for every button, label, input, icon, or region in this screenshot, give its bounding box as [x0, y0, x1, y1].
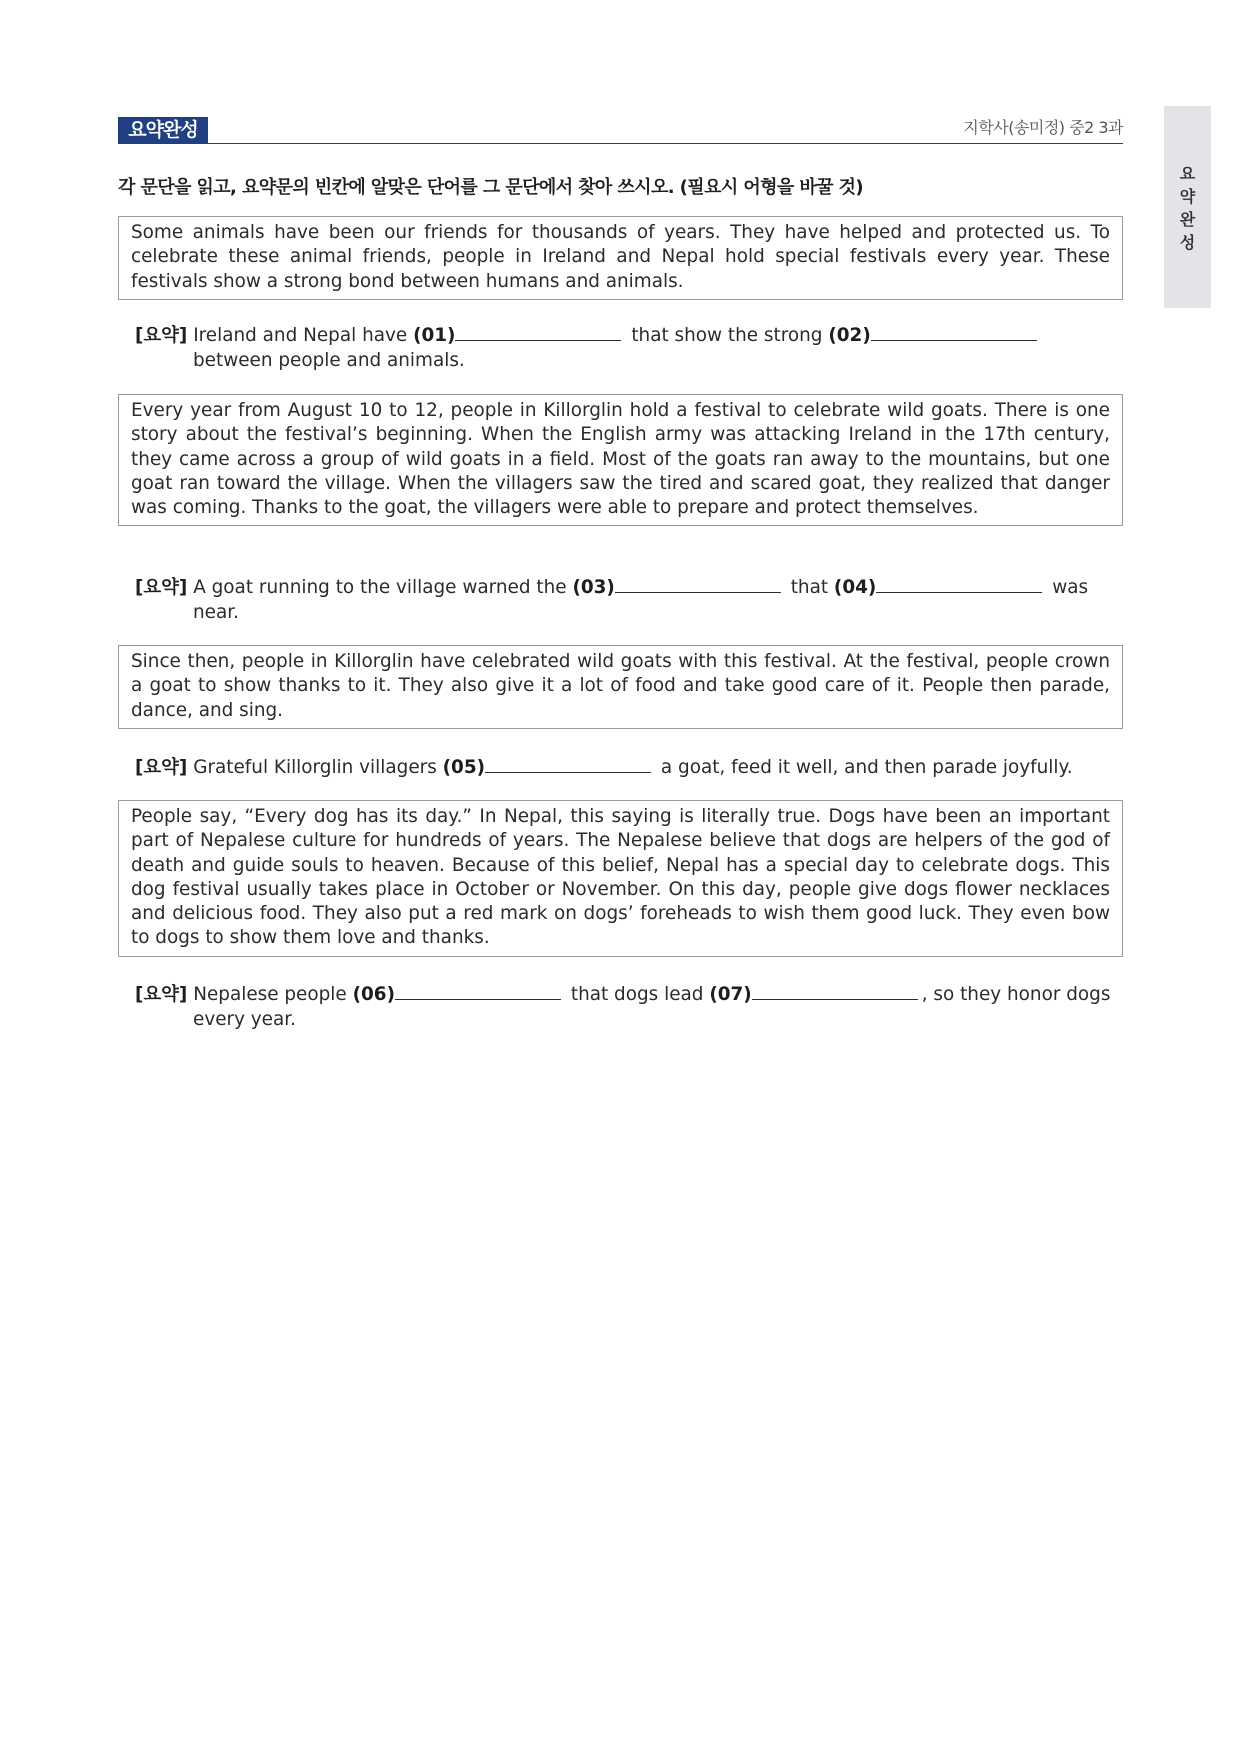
passage-paragraph-2: Every year from August 10 to 12, people in Killorglin hold a festival to celebrate wild goats. There is one story about the festival’s beginning. When the English army was attacking Ireland in the 17th century, they came across a group of wild goats in a field. Most of the goats ran away to the mountains, but one goat ran toward the village. When the villagers saw the tired and scared goat, they realized that danger was coming. Thanks to the goat, the villagers were able to prepare and protect themselves. [118, 394, 1123, 526]
answer-blank-04[interactable] [876, 572, 1042, 593]
answer-blank-01[interactable] [455, 320, 621, 341]
summary-4 [135, 979, 1112, 1032]
blank-number: (05) [442, 757, 486, 778]
answer-blank-02[interactable] [871, 320, 1037, 341]
instruction: 각 문단을 읽고, 요약문의 빈칸에 알맞은 단어를 그 문단에서 찾아 쓰시오. (필요시 어형을 바꿀 것) [118, 177, 864, 198]
blank-number: (01) [413, 325, 456, 346]
side-tab [1164, 106, 1211, 308]
blank-number: (03) [572, 577, 615, 598]
passage-paragraph-3: Since then, people in Killorglin have celebrated wild goats with this festival. At the festival, people crown a goat to show thanks to it. They also give it a lot of food and take good care of it. People then parade, dance, and sing. [118, 645, 1123, 729]
summary-2 [135, 572, 1112, 625]
blank-number: (02) [828, 325, 871, 346]
summary-text: between people and animals. [193, 350, 465, 371]
summary-text: Nepalese people [193, 984, 347, 1005]
summary-tag: [요약] [135, 577, 188, 598]
summary-tag: [요약] [135, 325, 188, 346]
section-tag: 요약완성 [118, 117, 208, 144]
passage-paragraph-1: Some animals have been our friends for thousands of years. They have helped and protected us. To celebrate these animal friends, people in Ireland and Nepal hold special festivals every year. These festivals show a strong bond between humans and animals. [118, 216, 1123, 300]
summary-text: Grateful Killorglin villagers [193, 757, 437, 778]
summary-text: that show the strong [631, 325, 823, 346]
answer-blank-05[interactable] [485, 752, 651, 773]
answer-blank-03[interactable] [615, 572, 781, 593]
summary-text: A goat running to the village warned the [193, 577, 567, 598]
textbook-info: 지학사(송미정) 중2 3과 [963, 118, 1123, 137]
summary-text: was near. [193, 577, 1089, 623]
blank-number: (06) [352, 984, 395, 1005]
header-rule [118, 143, 1123, 144]
passage-paragraph-4: People say, “Every dog has its day.” In Nepal, this saying is literally true. Dogs have been an important part of Nepalese culture for hundreds of years. The Nepalese believe that dogs are helpers of the god of death and guide souls to heaven. Because of this belief, Nepal has a special day to celebrate dogs. This dog festival usually takes place in October or November. On this day, people give dogs flower necklaces and delicious food. They also put a red mark on dogs’ foreheads to wish them good luck. They even bow to dogs to show them love and thanks. [118, 800, 1123, 957]
summary-tag: [요약] [135, 984, 188, 1005]
summary-text: Ireland and Nepal have [193, 325, 408, 346]
summary-text: a goat, feed it well, and then parade joyfully. [660, 757, 1073, 778]
summary-text: that [790, 577, 829, 598]
summary-tag: [요약] [135, 757, 188, 778]
answer-blank-06[interactable] [395, 979, 561, 1000]
summary-text: , so they honor dogs every year. [193, 984, 1111, 1030]
blank-number: (04) [833, 577, 877, 598]
side-tab-label: 요약완성 [1179, 164, 1196, 252]
summary-1 [135, 320, 1112, 373]
answer-blank-07[interactable] [752, 979, 918, 1000]
blank-number: (07) [709, 984, 752, 1005]
summary-3 [135, 752, 1112, 780]
summary-text: that dogs lead [570, 984, 704, 1005]
